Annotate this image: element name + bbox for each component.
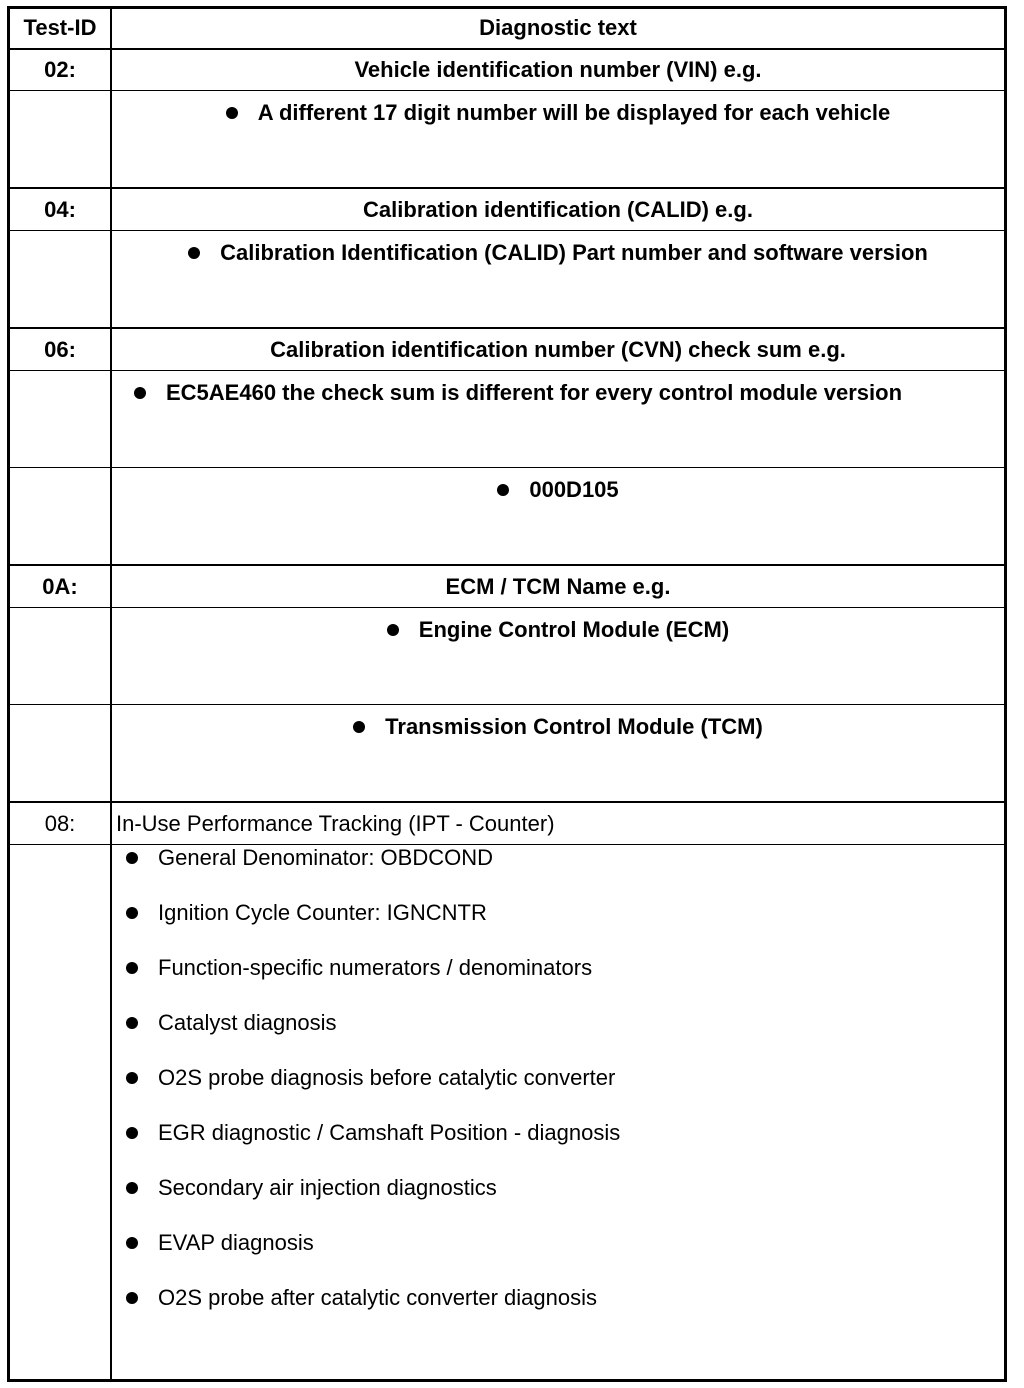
bullet-icon: [126, 1127, 138, 1139]
bullet-icon: [126, 1292, 138, 1304]
test-id-0a: 0A:: [42, 574, 78, 599]
vin-bullet: A different 17 digit number will be displayed for each vehicle: [112, 99, 1004, 126]
row-divider: [10, 187, 1004, 189]
header-diagnostic-text: Diagnostic text: [479, 15, 637, 40]
module-name-title: ECM / TCM Name e.g.: [445, 574, 671, 599]
list-item: Catalyst diagnosis: [126, 1010, 620, 1036]
list-item: O2S probe diagnosis before catalytic converter: [126, 1065, 620, 1091]
row-divider: [10, 230, 1004, 231]
list-item: Function-specific numerators / denominators: [126, 955, 620, 981]
row-divider: [10, 607, 1004, 608]
calid-bullet: Calibration Identification (CALID) Part number and software version: [112, 239, 1004, 266]
bullet-icon: [497, 484, 509, 496]
test-id-08: 08:: [44, 811, 76, 836]
list-item: O2S probe after catalytic converter diagnosis: [126, 1285, 620, 1311]
cvn-title: Calibration identification number (CVN) check sum e.g.: [270, 337, 846, 362]
cvn-bullet-2: 000D105: [112, 476, 1004, 503]
list-item: General Denominator: OBDCOND: [126, 845, 620, 871]
vin-title: Vehicle identification number (VIN) e.g.: [354, 57, 762, 82]
row-divider: [10, 90, 1004, 91]
calid-title: Calibration identification (CALID) e.g.: [363, 197, 753, 222]
row-divider: [10, 48, 1004, 50]
bullet-icon: [126, 852, 138, 864]
bullet-icon: [353, 721, 365, 733]
row-divider: [10, 467, 1004, 468]
test-id-04: 04:: [44, 197, 76, 222]
ipt-title: In-Use Performance Tracking (IPT - Counter): [116, 811, 555, 836]
bullet-icon: [126, 1182, 138, 1194]
row-divider: [10, 370, 1004, 371]
row-divider: [10, 801, 1004, 803]
cvn-bullet-1: EC5AE460 the check sum is different for every control module version: [134, 379, 902, 406]
bullet-icon: [126, 1072, 138, 1084]
bullet-icon: [134, 387, 146, 399]
list-item: EVAP diagnosis: [126, 1230, 620, 1256]
ipt-list: [126, 845, 620, 1340]
list-item: EGR diagnostic / Camshaft Position - diagnosis: [126, 1120, 620, 1146]
bullet-icon: [387, 624, 399, 636]
row-divider: [10, 564, 1004, 566]
tcm-bullet: Transmission Control Module (TCM): [112, 713, 1004, 740]
header-test-id: Test-ID: [23, 15, 97, 40]
bullet-icon: [226, 107, 238, 119]
test-id-06: 06:: [44, 337, 76, 362]
row-divider: [10, 327, 1004, 329]
bullet-icon: [126, 1017, 138, 1029]
bullet-icon: [188, 247, 200, 259]
list-item: Ignition Cycle Counter: IGNCNTR: [126, 900, 620, 926]
list-item: Secondary air injection diagnostics: [126, 1175, 620, 1201]
bullet-icon: [126, 1237, 138, 1249]
bullet-icon: [126, 962, 138, 974]
ecm-bullet: Engine Control Module (ECM): [112, 616, 1004, 643]
bullet-icon: [126, 907, 138, 919]
test-id-02: 02:: [44, 57, 76, 82]
row-divider: [10, 704, 1004, 705]
